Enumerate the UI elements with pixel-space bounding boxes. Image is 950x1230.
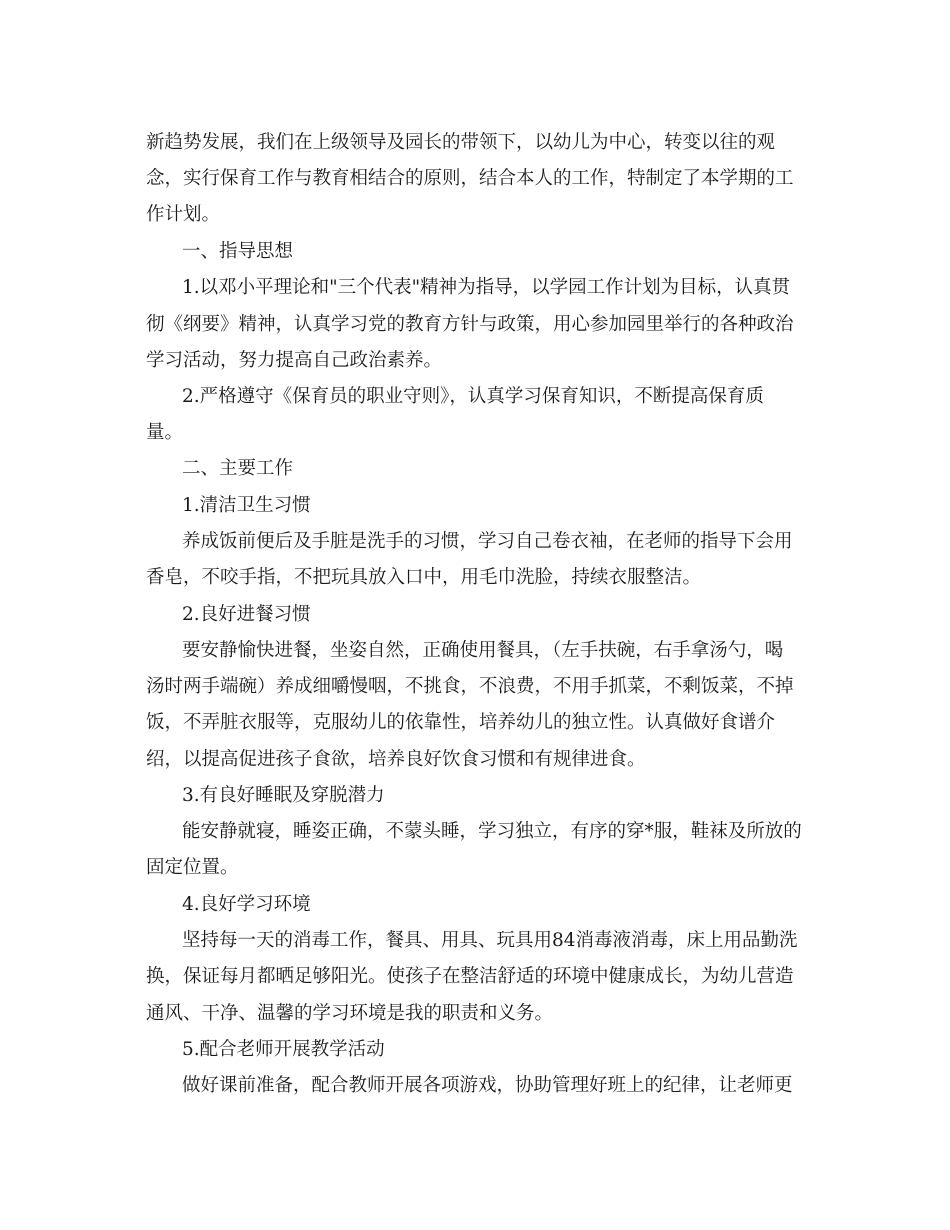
paragraph-line: 2.严格遵守《保育员的职业守则》，认真学习保育知识，不断提高保育质	[182, 386, 764, 407]
section-heading: 二、主要工作	[182, 458, 294, 479]
subsection-heading: 2.良好进餐习惯	[182, 604, 311, 625]
paragraph-line: 要安静愉快进餐，坐姿自然，正确使用餐具，（左手扶碗，右手拿汤勺，喝	[182, 640, 784, 661]
paragraph-line: 学习活动，努力提高自己政治素养。	[146, 350, 443, 371]
paragraph-line: 香皂，不咬手指，不把玩具放入口中，用毛巾洗脸，持续衣服整洁。	[146, 567, 702, 588]
section-heading: 一、指导思想	[182, 241, 294, 262]
paragraph-line: 通风、干净、温馨的学习环境是我的职责和义务。	[146, 1003, 554, 1024]
paragraph-line: 量。	[146, 422, 184, 443]
paragraph-line: 固定位置。	[146, 857, 239, 878]
subsection-heading: 5.配合老师开展教学活动	[182, 1039, 385, 1060]
paragraph-line: 绍，以提高促进孩子食欲，培养良好饮食习惯和有规律进食。	[146, 749, 646, 770]
paragraph-line: 彻《纲要》精神，认真学习党的教育方针与政策，用心参加园里举行的各种政治	[146, 314, 794, 335]
paragraph-line: 新趋势发展，我们在上级领导及园长的带领下，以幼儿为中心，转变以往的观	[146, 132, 776, 153]
paragraph-line: 能安静就寝，睡姿正确，不蒙头睡，学习独立，有序的穿*服，鞋袜及所放的	[182, 821, 802, 842]
paragraph-line: 作计划。	[146, 204, 221, 225]
subsection-heading: 3.有良好睡眠及穿脱潜力	[182, 785, 385, 806]
paragraph-line: 坚持每一天的消毒工作，餐具、用具、玩具用84消毒液消毒，床上用品勤洗	[182, 930, 798, 951]
paragraph-line: 换，保证每月都晒足够阳光。使孩子在整洁舒适的环境中健康成长，为幼儿营造	[146, 966, 794, 987]
subsection-heading: 1.清洁卫生习惯	[182, 495, 311, 516]
paragraph-line: 饭，不弄脏衣服等，克服幼儿的依靠性，培养幼儿的独立性。认真做好食谱介	[146, 712, 776, 733]
paragraph-line: 1.以邓小平理论和"三个代表"精神为指导，以学园工作计划为目标，认真贯	[182, 277, 791, 298]
paragraph-line: 念，实行保育工作与教育相结合的原则，结合本人的工作，特制定了本学期的工	[146, 168, 794, 189]
paragraph-line: 做好课前准备，配合教师开展各项游戏，协助管理好班上的纪律，让老师更	[182, 1075, 793, 1096]
subsection-heading: 4.良好学习环境	[182, 894, 311, 915]
paragraph-line: 养成饭前便后及手脏是洗手的习惯，学习自己卷衣袖，在老师的指导下会用	[182, 531, 793, 552]
paragraph-line: 汤时两手端碗）养成细嚼慢咽，不挑食，不浪费，不用手抓菜，不剩饭菜，不掉	[146, 676, 794, 697]
